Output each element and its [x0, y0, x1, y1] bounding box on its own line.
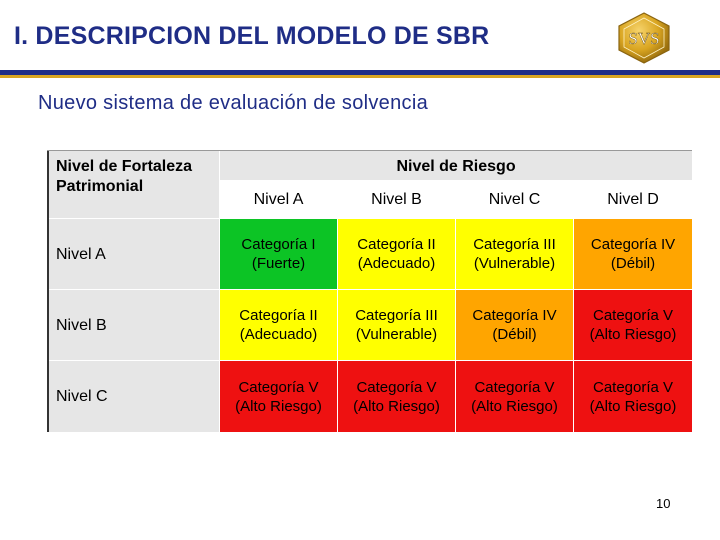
category-desc: (Vulnerable): [473, 255, 556, 272]
category-cell: [456, 219, 574, 290]
category-name: Categoría IV: [472, 307, 557, 324]
category-desc: (Vulnerable): [355, 326, 438, 343]
page-number: 10: [656, 496, 671, 511]
column-header: Nivel B: [338, 181, 456, 219]
matrix-row: [48, 290, 693, 361]
category-cell: [220, 219, 338, 290]
column-header: Nivel C: [456, 181, 574, 219]
category-desc: (Alto Riesgo): [353, 397, 440, 415]
category-cell: [338, 361, 456, 433]
header-divider-gold: [0, 75, 720, 78]
category-name: Categoría V: [238, 378, 319, 396]
matrix-top-border: [47, 150, 692, 151]
matrix-row: [48, 361, 693, 433]
row-label: Nivel C: [48, 361, 220, 433]
risk-level-header: Nivel de Riesgo: [220, 151, 693, 181]
category-name: Categoría III: [473, 236, 556, 253]
category-name: Categoría V: [356, 378, 437, 396]
category-cell: [338, 219, 456, 290]
category-cell: [456, 361, 574, 433]
category-desc: (Alto Riesgo): [471, 397, 558, 415]
category-desc: (Alto Riesgo): [589, 397, 677, 415]
solvency-matrix: [47, 150, 693, 433]
column-header: Nivel A: [220, 181, 338, 219]
category-cell: [574, 361, 693, 433]
row-label: Nivel B: [48, 290, 220, 361]
category-desc: (Adecuado): [239, 326, 318, 343]
category-cell: [574, 219, 693, 290]
matrix-row: [48, 219, 693, 290]
matrix-left-border: [47, 150, 49, 432]
category-cell: [220, 290, 338, 361]
category-name: Categoría V: [592, 378, 674, 396]
category-desc: (Adecuado): [357, 255, 436, 272]
category-desc: (Alto Riesgo): [589, 326, 677, 343]
slide-header: [0, 0, 720, 72]
category-name: Categoría II: [357, 236, 436, 253]
category-cell: [338, 290, 456, 361]
category-cell: [456, 290, 574, 361]
slide-subtitle: Nuevo sistema de evaluación de solvencia: [38, 92, 428, 114]
category-desc: (Fuerte): [251, 255, 306, 272]
slide-title: I. DESCRIPCION DEL MODELO DE SBR: [14, 22, 490, 50]
category-desc: (Alto Riesgo): [235, 397, 322, 415]
row-label: Nivel A: [48, 219, 220, 290]
category-name: Categoría I: [241, 236, 316, 253]
category-name: Categoría III: [355, 307, 438, 324]
category-cell: [574, 290, 693, 361]
category-name: Categoría V: [474, 378, 555, 396]
matrix-corner-label: Nivel de Fortaleza Patrimonial: [48, 151, 220, 219]
category-name: Categoría II: [239, 307, 318, 324]
category-name: Categoría V: [592, 307, 674, 324]
category-cell: [220, 361, 338, 433]
category-desc: (Débil): [610, 255, 656, 272]
category-name: Categoría IV: [590, 236, 676, 253]
svs-logo-text: SVS: [628, 29, 660, 48]
svs-logo: [616, 12, 672, 64]
column-header: Nivel D: [574, 181, 693, 219]
category-desc: (Débil): [492, 326, 537, 343]
